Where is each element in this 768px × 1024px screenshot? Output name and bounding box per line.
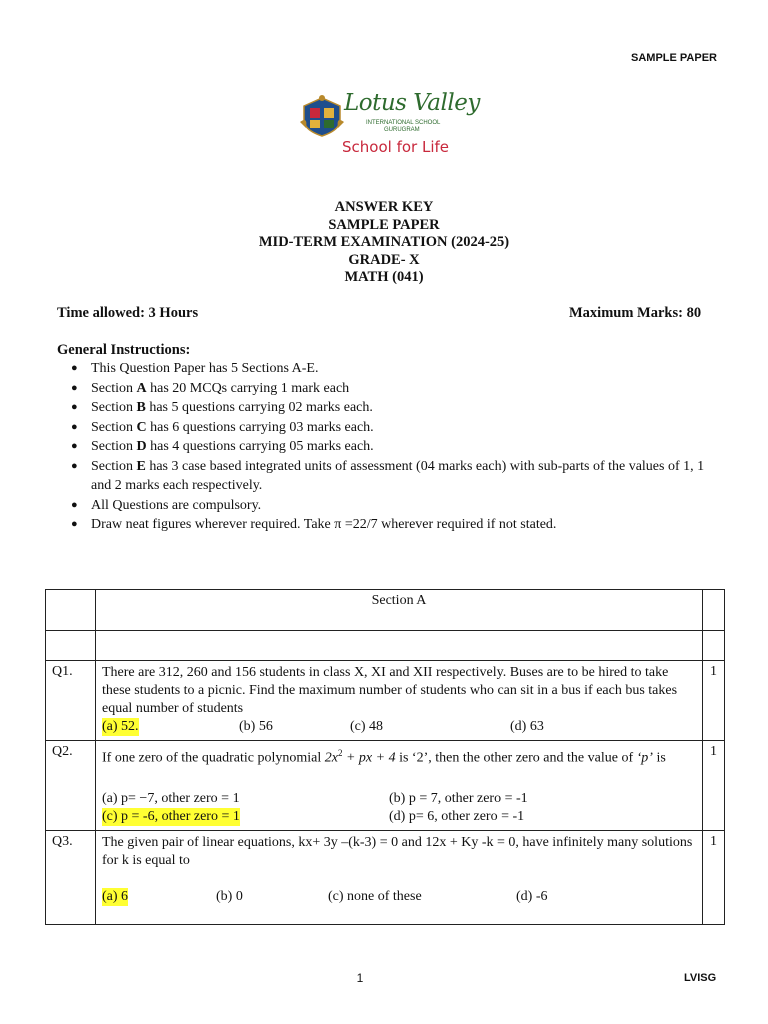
question-number: Q3. xyxy=(46,830,96,924)
maximum-marks: Maximum Marks: 80 xyxy=(569,305,702,321)
question-mark: 1 xyxy=(703,741,725,831)
logo-name: Lotus Valley xyxy=(344,90,480,116)
title-sample-paper: SAMPLE PAPER xyxy=(328,216,440,233)
instruction-item: ● Section D has 4 questions carrying 05 marks each. xyxy=(57,437,727,457)
table-row xyxy=(46,741,725,831)
bullet-icon: ● xyxy=(71,401,78,413)
option-d: (d) -6 xyxy=(516,888,548,904)
options-row xyxy=(102,888,696,906)
question-number: Q1. xyxy=(46,661,96,741)
option-c: (c) none of these xyxy=(328,888,422,904)
option-a-correct: (a) 6 xyxy=(102,888,129,904)
time-allowed: Time allowed: 3 Hours xyxy=(57,305,199,321)
logo-tagline: School for Life xyxy=(342,138,449,156)
title-grade: GRADE- X xyxy=(348,251,420,268)
school-crest-icon xyxy=(298,92,346,138)
title-exam: MID-TERM EXAMINATION (2024-25) xyxy=(258,234,510,250)
title-answer-key: ANSWER KEY xyxy=(334,199,434,215)
option-c-correct: (c) p = -6, other zero = 1 xyxy=(102,808,240,824)
instruction-item: ● Section C has 6 questions carrying 03 marks each. xyxy=(57,418,727,438)
option-d: (d) p= 6, other zero = -1 xyxy=(389,808,525,824)
instruction-item: ● Section A has 20 MCQs carrying 1 mark each xyxy=(57,379,727,399)
bullet-icon: ● xyxy=(71,420,78,433)
table-row xyxy=(46,661,725,741)
instruction-item: ● This Question Paper has 5 Sections A-E. xyxy=(57,359,727,379)
title-subject: MATH (041) xyxy=(344,269,424,285)
option-c: (c) 48 xyxy=(350,719,384,734)
question-mark: 1 xyxy=(703,830,725,924)
question-text: The given pair of linear equations, kx+ 3y –(k-3) = 0 and 12x + Ky -k = 0, have infinitely many solutions for k is equal to (a) 6 (b) 0 (c) none of these (d) -6 xyxy=(96,830,703,924)
bullet-icon: ● xyxy=(71,498,78,511)
question-text: If one zero of the quadratic polynomial $2x^2$ + px + 4 is ‘2’, then the other zero and the value of ‘p’ is (a) p= −7, other zero = 1 (b) p = 7, other zero = -1 (c) p = -6, other zero = 1 (d) p= 6, other zero = -1 xyxy=(96,741,703,831)
bullet-icon: ● xyxy=(71,459,78,472)
school-logo xyxy=(298,90,480,160)
option-b: (b) 0 xyxy=(216,888,243,904)
bullet-icon: ● xyxy=(71,362,78,374)
option-b: (b) 56 xyxy=(239,719,273,734)
instructions-heading: General Instructions: xyxy=(57,342,191,358)
options-row xyxy=(102,808,696,826)
bullet-icon: ● xyxy=(71,440,78,452)
bullet-icon: ● xyxy=(71,518,78,530)
table-row xyxy=(46,590,725,631)
instruction-item: ● Draw neat figures wherever required. Take π =22/7 wherever required if not stated. xyxy=(57,515,727,535)
title-block xyxy=(0,199,768,287)
instruction-item: ● Section B has 5 questions carrying 02 marks each. xyxy=(57,398,727,418)
table-row xyxy=(46,830,725,924)
option-d: (d) 63 xyxy=(510,719,544,734)
options-row xyxy=(102,718,696,736)
instruction-item: ● All Questions are compulsory. xyxy=(57,496,727,516)
logo-sub2: GURUGRAM xyxy=(384,127,420,133)
logo-sub1: INTERNATIONAL SCHOOL xyxy=(366,120,441,126)
bullet-icon: ● xyxy=(71,381,78,394)
questions-table xyxy=(45,589,725,925)
option-a: (a) p= −7, other zero = 1 xyxy=(102,790,240,806)
question-number: Q2. xyxy=(46,741,96,831)
question-text: There are 312, 260 and 156 students in class X, XI and XII respectively. Buses are to be hired to take these students to a picnic. Find the maximum number of students who can sit in a bus if each bus takes equal number of students (a) 52. (b) 56 (c) 48 (d) 63 xyxy=(96,661,703,741)
option-a-correct: (a) 52. xyxy=(102,719,139,734)
header-tag: SAMPLE PAPER xyxy=(631,52,717,64)
instruction-item: ● Section E has 3 case based integrated units of assessment (04 marks each) with sub-parts of the values of 1, 1 and 2 marks each respectively. xyxy=(71,458,705,493)
instructions-list xyxy=(57,359,727,535)
table-row xyxy=(46,631,725,661)
option-b: (b) p = 7, other zero = -1 xyxy=(389,790,528,806)
section-title: Section A xyxy=(96,590,703,631)
page-number: 1 xyxy=(356,971,364,985)
footer-code: LVISG xyxy=(684,972,717,984)
question-mark: 1 xyxy=(703,661,725,741)
options-row xyxy=(102,790,696,808)
